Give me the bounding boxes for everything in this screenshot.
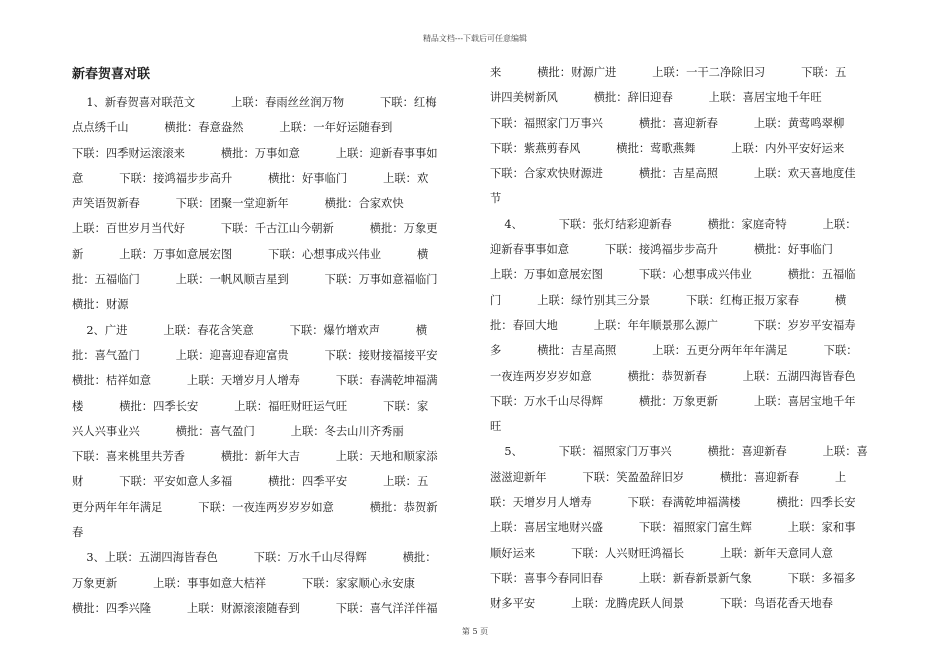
- text-line: 一夜连两岁岁岁如意 横批：恭贺新春 上联：五湖四海皆春色: [490, 369, 856, 383]
- page-number: 第 5 页: [461, 627, 489, 636]
- text-line: 新 上联：万事如意展宏图 下联：心想事成兴伟业 横: [72, 247, 429, 261]
- right-column: [490, 60, 876, 617]
- text-line: 财多平安 上联：龙腾虎跃人间景 下联：鸟语花香天地春: [490, 597, 833, 611]
- text-line: 下联：喜来桃里共芳香 横批：新年大吉 上联：天地和顺家添: [72, 450, 438, 464]
- text-line: 批：五福临门 上联：一帆风顺吉星到 下联：万事如意福临门: [72, 273, 438, 287]
- text-line: 批：喜气盈门 上联：迎喜迎春迎富贵 下联：接财接福接平安: [72, 348, 438, 362]
- text-line: 迎新春事事如意 下联：接鸿福步步高升 横批：好事临门: [490, 243, 833, 257]
- text-line: 下联：紫燕剪春风 横批：莺歌燕舞 上联：内外平安好运来: [490, 141, 845, 155]
- text-line: 下联：万水千山尽得辉 横批：万象更新 上联：喜居宝地千年: [490, 394, 856, 408]
- text-line: 联：天增岁月人增寿 下联：春满乾坤福满楼 横批：四季长安: [490, 496, 856, 510]
- text-line: 门 上联：绿竹别其三分景 下联：红梅正报万家春 横: [490, 293, 847, 307]
- text-line: 春: [72, 526, 84, 540]
- document-title: 新春贺喜对联: [72, 67, 151, 82]
- text-line: 兴人兴事业兴 横批：喜气盈门 上联：冬去山川齐秀丽: [72, 424, 404, 438]
- text-line: 讲四美树新风 横批：辞旧迎春 上联：喜居宝地千年旺: [490, 91, 822, 105]
- text-line: 财 下联：平安如意人多福 横批：四季平安 上联：五: [72, 475, 429, 489]
- text-line: 下联：福照家门万事兴 横批：喜迎新春 上联：黄莺鸣翠柳: [490, 116, 845, 130]
- left-column: [72, 60, 470, 621]
- text-line: 2、广进 上联：春花含笑意 下联：爆竹增欢声 横: [72, 323, 428, 337]
- text-line: 下联：喜事今春同旧春 上联：新春新景新气象 下联：多福多: [490, 571, 856, 585]
- text-line: 上联：万事如意展宏图 下联：心想事成兴伟业 横批：五福临: [490, 268, 856, 282]
- text-line: 声笑语贺新春 下联：团聚一堂迎新年 横批：合家欢快: [72, 197, 404, 211]
- text-line: 1、新春贺喜对联范文 上联：春雨丝丝润万物 下联：红梅: [72, 96, 437, 109]
- text-line: 点点绣千山 横批：春意盎然 上联：一年好运随春到: [72, 121, 393, 135]
- text-line: 多 横批：吉星高照 上联：五更分两年年年满足 下联：: [490, 344, 858, 358]
- text-line: 万象更新 上联：事事如意大桔祥 下联：家家顺心永安康: [72, 576, 415, 590]
- text-line: 横批：财源: [72, 298, 129, 312]
- text-line: 4、 下联：张灯结彩迎新春 横批：家庭奇特 上联：: [490, 217, 857, 231]
- header-note: 精品文档---下载后可任意编辑: [422, 34, 528, 43]
- text-line: 批：春回大地 上联：年年顺景那么源广 下联：岁岁平安福寿: [490, 318, 856, 332]
- text-line: 节: [490, 192, 502, 206]
- text-line: 3、上联：五湖四海皆春色 下联：万水千山尽得辉 横批：: [72, 551, 437, 565]
- text-line: 来 横批：财源广进 上联：一干二净除旧习 下联：五: [490, 66, 847, 79]
- text-line: 横批：四季兴隆 上联：财源滚滚随春到 下联：喜气洋洋伴福: [72, 601, 438, 615]
- text-line: 横批：桔祥如意 上联：天增岁月人增寿 下联：春满乾坤福满: [72, 374, 438, 388]
- text-line: 楼 横批：四季长安 上联：福旺财旺运气旺 下联：家: [72, 399, 429, 413]
- text-line: 上联：喜居宝地财兴盛 下联：福照家门富生辉 上联：家和事: [490, 521, 856, 535]
- left-column-text: [72, 90, 470, 621]
- text-line: 意 下联：接鸿福步步高升 横批：好事临门 上联：欢: [72, 171, 429, 185]
- text-line: 滋滋迎新年 下联：笑盈盈辞旧岁 横批：喜迎新春 上: [490, 470, 847, 484]
- text-line: 下联：合家欢快财源进 横批：吉星高照 上联：欢天喜地度佳: [490, 167, 856, 181]
- text-line: 更分两年年年满足 下联：一夜连两岁岁岁如意 横批：恭贺新: [72, 500, 438, 514]
- text-line: 5、 下联：福照家门万事兴 横批：喜迎新春 上联：喜: [490, 445, 868, 459]
- text-line: 旺: [490, 420, 502, 434]
- text-line: 下联：四季财运滚滚来 横批：万事如意 上联：迎新春事事如: [72, 146, 438, 160]
- text-line: 顺好运来 下联：人兴财旺鸿福长 上联：新年天意同人意: [490, 546, 833, 560]
- right-column-text: [490, 60, 876, 617]
- text-line: 上联：百世岁月当代好 下联：千古江山今朝新 横批：万象更: [72, 222, 438, 236]
